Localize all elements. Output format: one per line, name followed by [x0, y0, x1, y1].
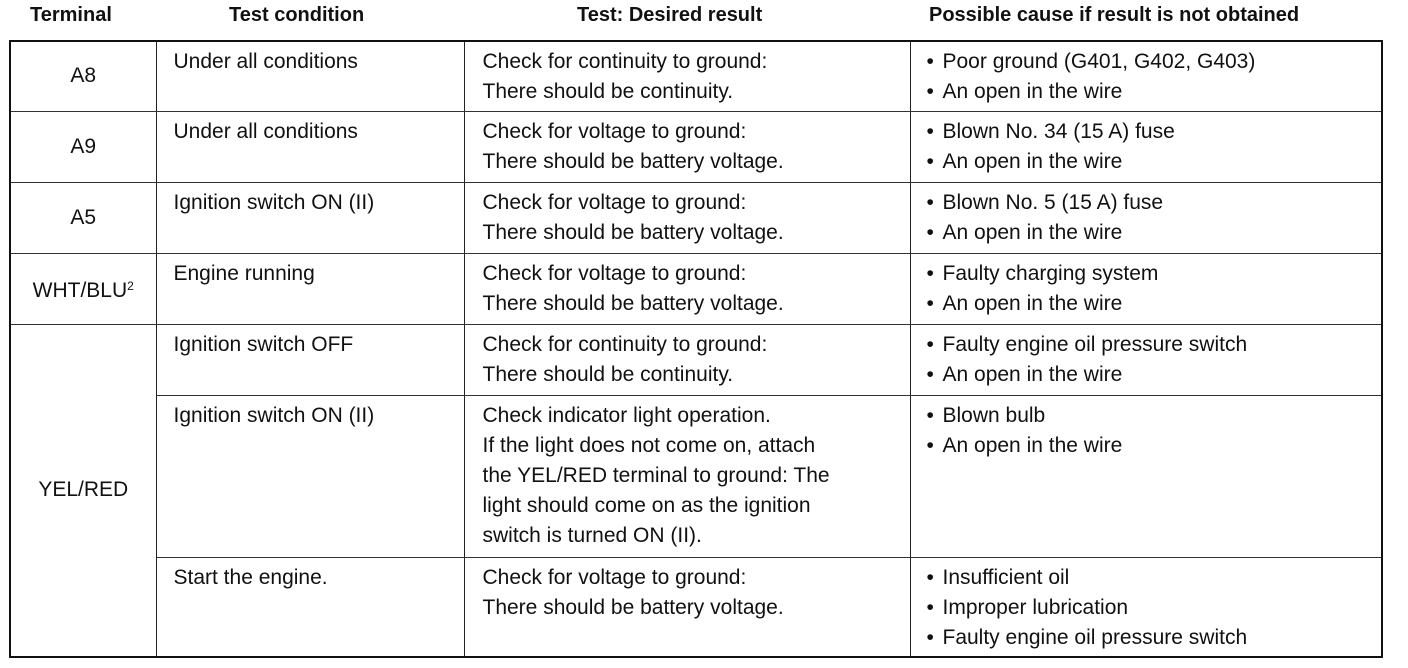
header-test-condition: Test condition [229, 4, 365, 26]
condition-text: Ignition switch OFF [173, 332, 354, 356]
cause-item: • Blown No. 5 (15 A) fuse [927, 188, 1382, 218]
result-line: There should be battery voltage. [482, 595, 784, 619]
test-table [9, 40, 1383, 658]
result-line: Check for continuity to ground: [482, 50, 768, 73]
result-line: There should be continuity. [482, 362, 734, 386]
cause-item: • An open in the wire [927, 218, 1382, 248]
cause-item: • Faulty engine oil pressure switch [927, 623, 1382, 653]
result-line: Check for continuity to ground: [482, 332, 768, 356]
header-desired-result: Test: Desired result [577, 4, 763, 26]
result-line: Check for voltage to ground: [482, 261, 747, 285]
result-line: Check for voltage to ground: [482, 565, 747, 589]
cause-item: • Blown bulb [927, 401, 1382, 431]
condition-text: Ignition switch ON (II) [173, 190, 375, 214]
table-row [10, 253, 1382, 324]
result-line: Check for voltage to ground: [482, 119, 747, 143]
table-row [10, 395, 1382, 557]
table-row [10, 111, 1382, 182]
header-possible-cause: Possible cause if result is not obtained [929, 4, 1300, 26]
condition-text: Engine running [173, 261, 315, 285]
condition-text: Under all conditions [173, 50, 358, 73]
table-row [10, 557, 1382, 657]
cause-item: • An open in the wire [927, 360, 1382, 390]
result-line: switch is turned ON (II). [482, 523, 702, 547]
cause-item: • Blown No. 34 (15 A) fuse [927, 117, 1382, 147]
condition-text: Under all conditions [173, 119, 358, 143]
result-line: Check for voltage to ground: [482, 190, 747, 214]
cause-item: • Improper lubrication [927, 593, 1382, 623]
result-line: If the light does not come on, attach [482, 433, 816, 457]
terminal-cell [10, 253, 156, 324]
cause-item: • Faulty engine oil pressure switch [927, 330, 1382, 360]
cause-item: • Poor ground (G401, G402, G403) [927, 47, 1382, 77]
terminal-cell: A8 [10, 41, 156, 111]
cause-item: • An open in the wire [927, 147, 1382, 177]
result-line: There should be battery voltage. [482, 291, 784, 315]
result-line: There should be continuity. [482, 80, 734, 103]
cause-item: • Faulty charging system [927, 259, 1382, 289]
table-row [10, 182, 1382, 253]
condition-text: Ignition switch ON (II) [173, 403, 375, 427]
cause-item: • An open in the wire [927, 431, 1382, 461]
result-line: light should come on as the ignition [482, 493, 811, 517]
result-line: There should be battery voltage. [482, 149, 784, 173]
footnote-marker: 2 [127, 279, 134, 293]
header-terminal: Terminal [30, 4, 112, 26]
cause-item: • An open in the wire [927, 77, 1382, 107]
result-line: Check indicator light operation. [482, 403, 771, 427]
cause-item: • Insufficient oil [927, 563, 1382, 593]
result-line: There should be battery voltage. [482, 220, 784, 244]
terminal-label: WHT/BLU [32, 279, 128, 302]
table-row [10, 324, 1382, 395]
cause-item: • An open in the wire [927, 289, 1382, 319]
terminal-cell: YEL/RED [10, 324, 156, 657]
result-line: the YEL/RED terminal to ground: The [482, 463, 830, 487]
condition-text: Start the engine. [173, 565, 328, 589]
table-row [10, 41, 1382, 111]
terminal-cell: A5 [10, 182, 156, 253]
terminal-cell: A9 [10, 111, 156, 182]
